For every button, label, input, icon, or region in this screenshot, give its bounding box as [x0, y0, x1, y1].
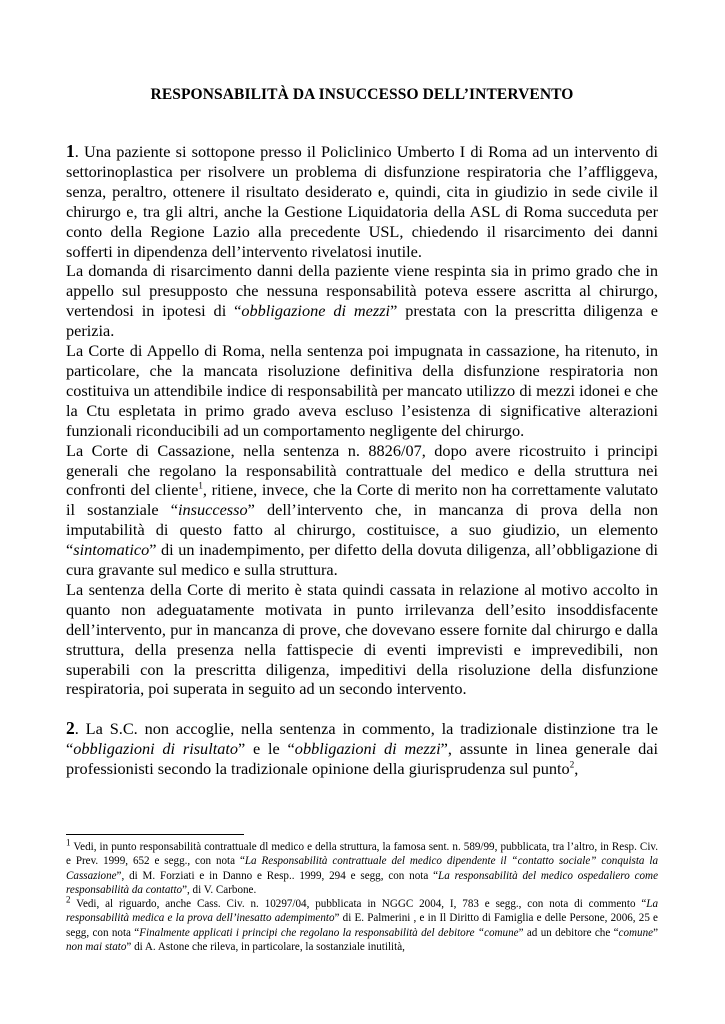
footnote-1 — [66, 837, 658, 897]
paragraph-text: ” e le “ — [238, 739, 295, 759]
section-1-paragraph-1 — [66, 142, 658, 261]
footnote-emphasis: La responsabilità medica e la prova dell’inesatto adempimento — [66, 898, 658, 925]
footnote-text: ” di A. Astone che rileva, in particolare, la sostanziale inutilità, — [126, 941, 405, 954]
footnote-emphasis: non mai stato — [66, 941, 127, 954]
footnote-emphasis: La responsabilità del medico ospedaliero come responsabilità da contatto — [66, 869, 658, 896]
emphasis-text: obbligazioni di mezzi — [294, 739, 441, 759]
section-2-paragraph-1 — [66, 719, 658, 779]
section-1-paragraph-4 — [66, 441, 658, 580]
section-1-paragraph-3: La Corte di Appello di Roma, nella sentenza poi impugnata in cassazione, ha ritenuto, in particolare, che la mancata risoluzione definitiva della disfunzione respiratoria non costituiva un attendibile indice di responsabilità per mancato utilizzo di mezzi idonei e che la Ctu espletata in primo grado aveva escluso l’esistenza di significative alterazioni funzionali riconducibili ad un comportamento negligente del chirurgo. — [66, 341, 658, 440]
footnote-text: Vedi, in punto responsabilità contrattuale dl medico e della struttura, la famosa sent. n. 589/99, pubblicata, tra l’altro, in Resp. Civ. e Prev. 1999, 652 e segg., con nota “ — [66, 841, 658, 868]
paragraph-text: La domanda di risarcimento danni della paziente viene respinta sia in primo grado che in appello sul presupposto che nessuna responsabilità poteva essere ascritta al chirurgo, vertendosi in ipotesi di “ — [66, 261, 658, 321]
emphasis-text: obbligazioni di risultato — [73, 739, 239, 759]
footnote-text: ” ad un debitore che “ — [518, 926, 619, 939]
footnote-text: ” — [653, 926, 658, 939]
footnote-mark: 2 — [66, 894, 71, 905]
emphasis-text: insuccesso — [177, 500, 248, 520]
paragraph-text: ” di un inadempimento, per difetto della dovuta diligenza, all’obbligazione di cura gravante sul medico e sulla struttura. — [66, 540, 658, 580]
footnotes — [66, 837, 658, 954]
document-body — [66, 142, 658, 779]
footnote-text: Vedi, al riguardo, anche Cass. Civ. n. 10297/04, pubblicata in NGGC 2004, I, 783 e segg., con nota di commento “ — [70, 898, 647, 911]
footnote-emphasis: Finalmente applicati i principi che regolano la responsabilità del debitore “comune — [139, 926, 519, 939]
section-number: 2 — [66, 718, 75, 739]
footnote-separator — [66, 834, 244, 835]
footnote-mark: 1 — [66, 837, 71, 848]
emphasis-text: obbligazione di mezzi — [241, 301, 391, 321]
paragraph-text: , — [574, 759, 579, 779]
footnote-text: ” di E. Palmerini , e in Il Diritto di Famiglia e delle Persone, 2006, 25 e segg, con nota “ — [66, 912, 658, 939]
paragraph-text: , ritiene, invece, che la Corte di merito non ha correttamente valutato il sostanziale “ — [66, 480, 658, 520]
section-number: 1 — [66, 141, 75, 161]
footnote-emphasis: comune — [618, 926, 654, 939]
footnote-text: ”, di V. Carbone. — [182, 883, 257, 896]
footnote-emphasis: La Responsabilità contrattuale del medico dipendente il “contatto sociale” conquista la Cassazione — [66, 855, 658, 882]
paragraph-text: ” prestata con la prescritta diligenza e perizia. — [66, 301, 658, 341]
footnote-2 — [66, 894, 658, 954]
footnote-text: ”, di M. Forziati e in Danno e Resp.. 1999, 294 e segg, con nota “ — [116, 869, 439, 882]
document-title: RESPONSABILITÀ DA INSUCCESSO DELL’INTERVENTO — [150, 86, 574, 103]
paragraph-text: ” dell’intervento che, in mancanza di prova della non imputabilità di questo fatto al chirurgo, costituisce, a suo giudizio, un elemento “ — [66, 500, 658, 560]
emphasis-text: sintomatico — [73, 540, 150, 560]
footnote-reference[interactable]: 1 — [198, 480, 203, 491]
paragraph-text: . Una paziente si sottopone presso il Policlinico Umberto I di Roma ad un intervento di settorinoplastica per risolvere un problema di disfunzione respiratoria che l’affliggeva, senza, peraltro, ottenere il risultato desiderato e, quindi, cita in giudizio in sede civile il chirurgo e, tra gli altri, anche la Gestione Liquidatoria della ASL di Roma succeduta per conto della Regione Lazio alla precedente USL, chiedendo il risarcimento dei danni sofferti in dipendenza dell’intervento rivelatosi inutile. — [66, 142, 658, 261]
paragraph-text: La Corte di Cassazione, nella sentenza n. 8826/07, dopo avere ricostruito i principi generali che regolano la responsabilità contrattuale del medico e della struttura nei confronti del cliente — [66, 440, 658, 500]
footnote-reference[interactable]: 2 — [569, 759, 575, 770]
section-1-paragraph-5: La sentenza della Corte di merito è stata quindi cassata in relazione al motivo accolto in quanto non adeguatamente motivata in punto irrilevanza dell’esito insoddisfacente dell’intervento, pur in mancanza di prove, che dovevano essere fornite dal chirurgo e dalla struttura, della presenza nella fattispecie di eventi imprevisti e imprevedibili, non superabili con la prescritta diligenza, impeditivi della risoluzione della disfunzione respiratoria, poi superata in seguito ad un secondo intervento. — [66, 579, 658, 699]
paragraph-text: . La S.C. non accoglie, nella sentenza in commento, la tradizionale distinzione tra le “ — [66, 719, 658, 759]
paragraph-text: ”, assunte in linea generale dai professionisti secondo la tradizionale opinione della giurisprudenza sul punto — [66, 739, 659, 779]
section-1-paragraph-2 — [66, 261, 658, 341]
